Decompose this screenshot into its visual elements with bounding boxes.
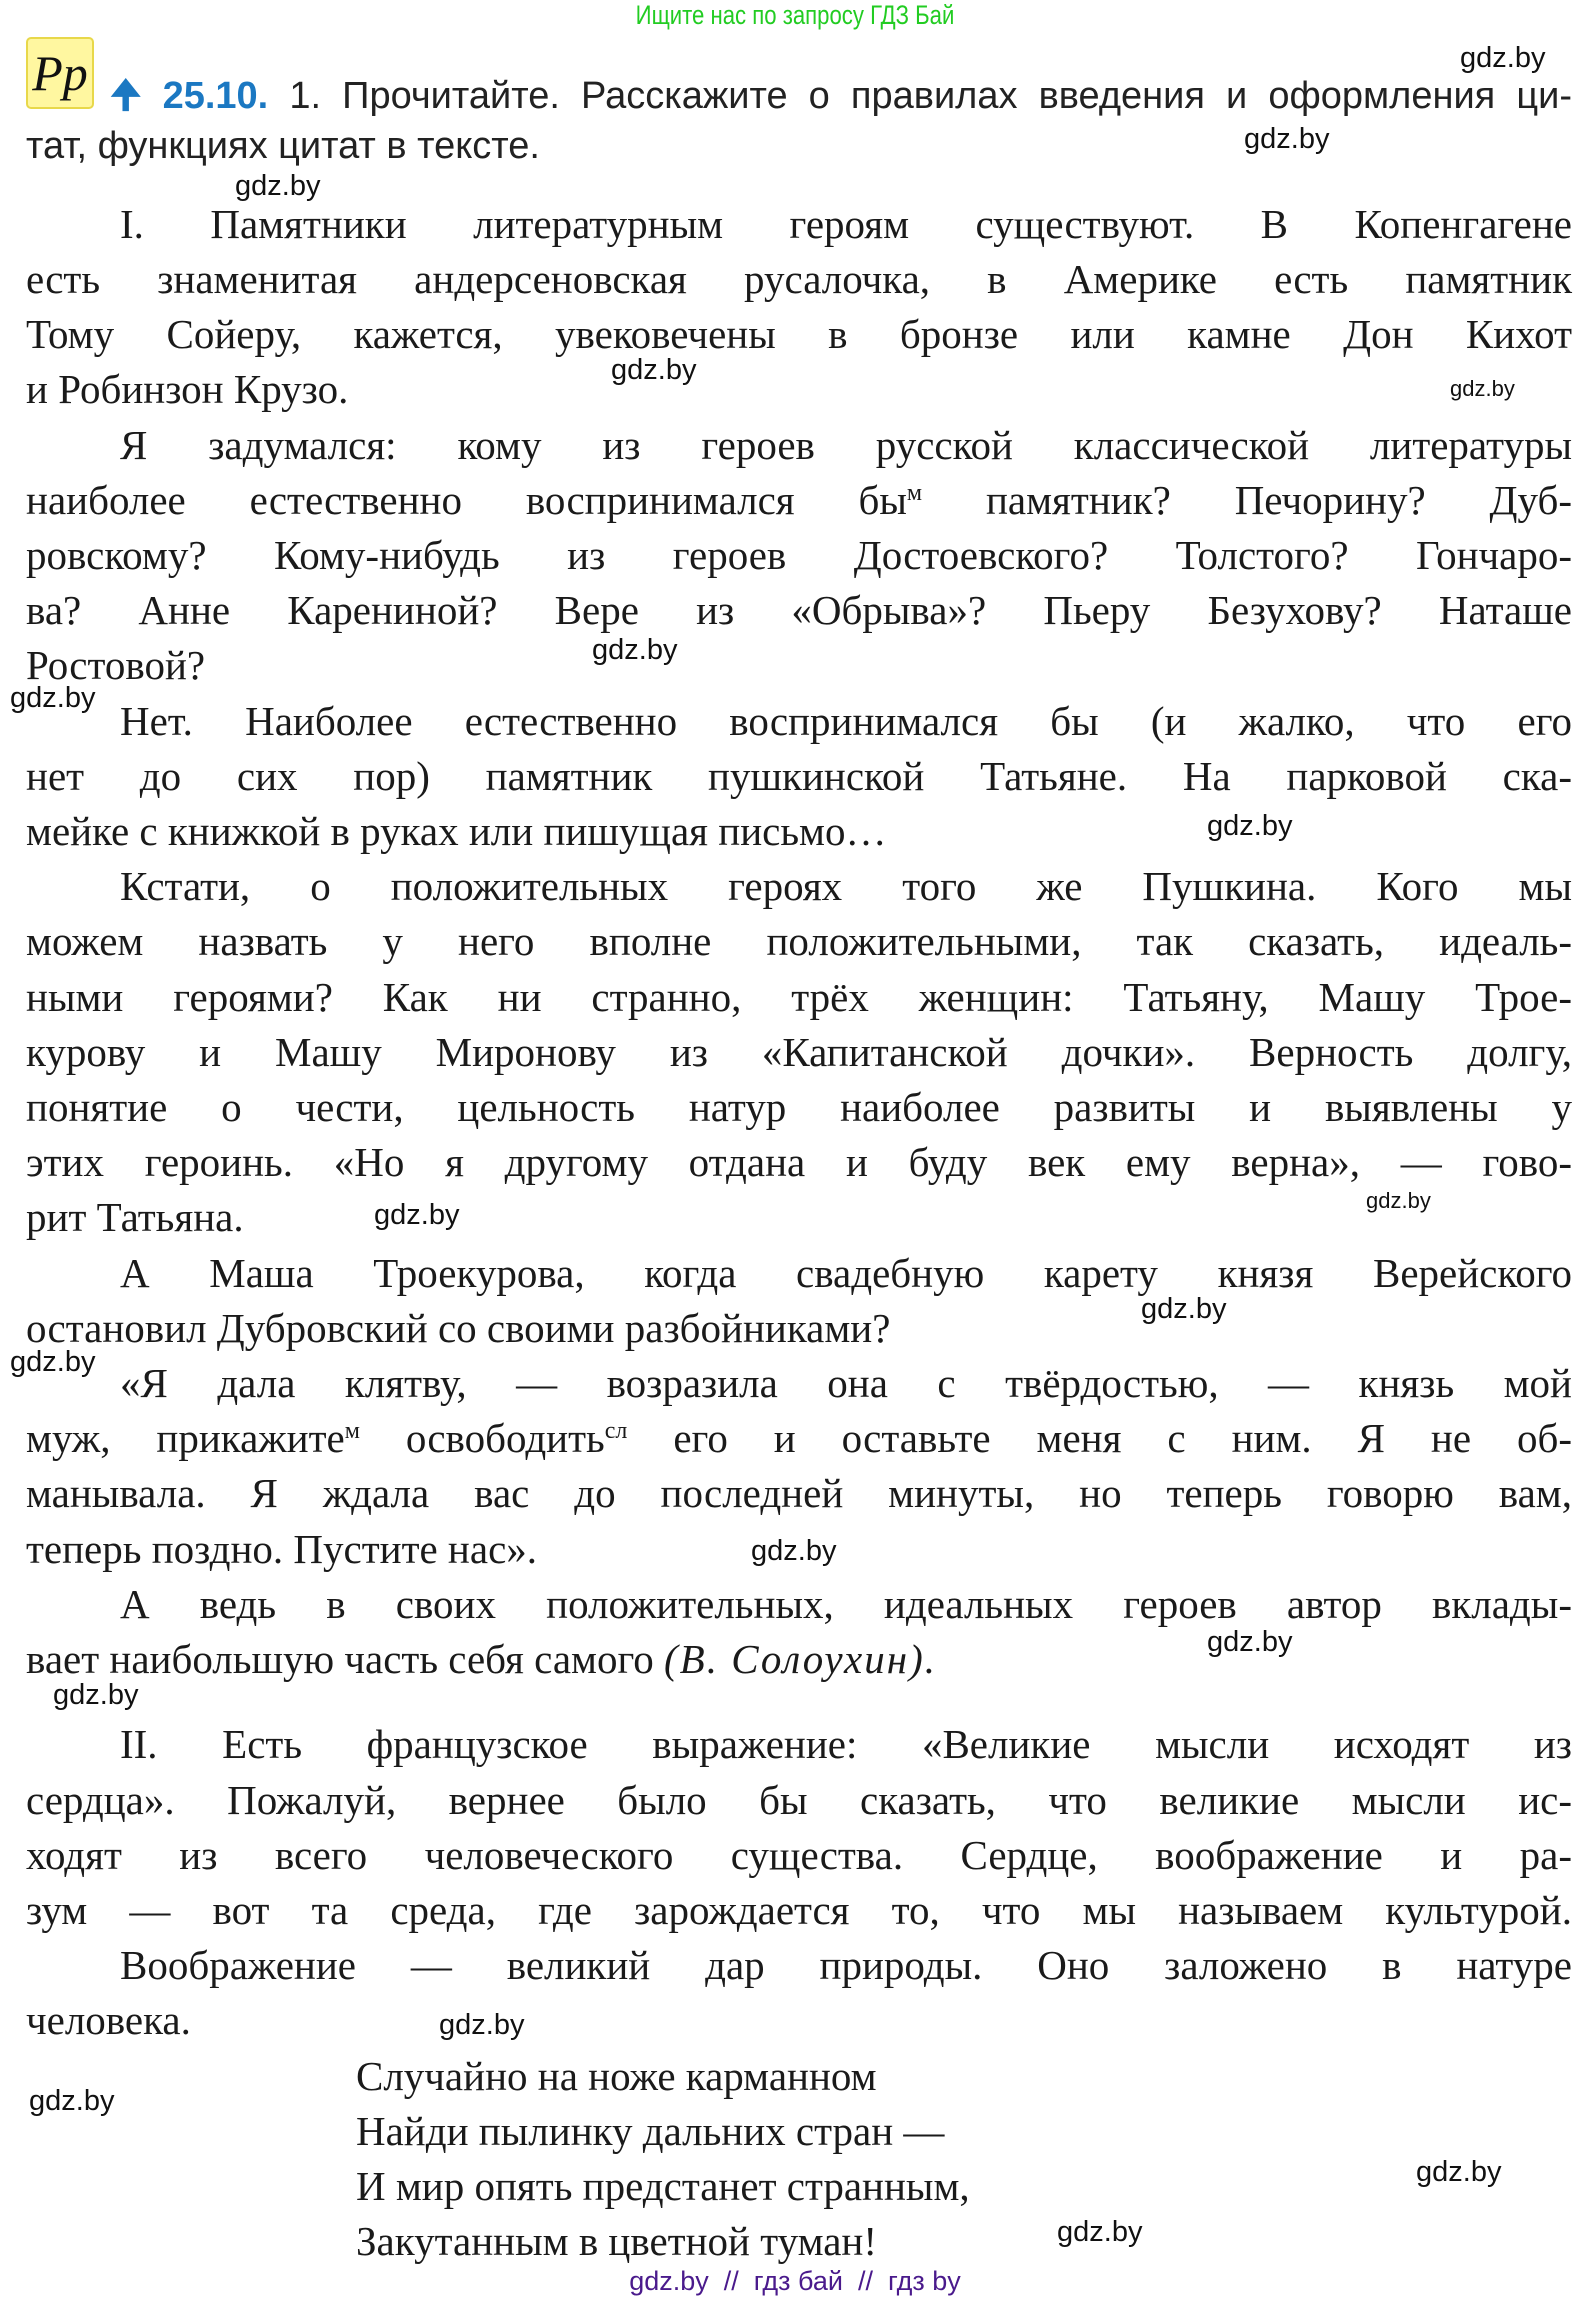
line-text: ровскому? Кому-нибудь из героев Достоевского? Толстого? Гончаро- [26, 531, 1572, 578]
line-text: ва? Анне Карениной? Вере из «Обрыва»? Пьеру Безухову? Наташе [26, 587, 1572, 634]
text-line [120, 1942, 1572, 1989]
exercise-task-line-1: 1. Прочитайте. Расскажите о правилах введения и оформления ци- [289, 75, 1572, 117]
text-line [26, 476, 1572, 523]
line-text: нет до сих пор) памятник пушкинской Татьяне. На парковой ска- [26, 752, 1572, 799]
up-arrow-icon: 🠉 [110, 75, 142, 117]
text-line [26, 1470, 1572, 1517]
line-text: рит Татьяна. [26, 1194, 244, 1241]
text-line [26, 752, 1572, 799]
line-text: мейке с книжкой в руках или пишущая письмо… [26, 807, 887, 854]
line-text: Тому Сойеру, кажется, увековечены в бронзе или камне Дон Кихот [26, 311, 1572, 358]
watermark: gdz.by [1207, 810, 1293, 842]
line-text: Найди пылинку дальних стран — [356, 2107, 945, 2154]
line-text: «Я дала клятву, — возразила она с твёрдостью, — князь мой [120, 1359, 1572, 1406]
line-text: Закутанным в цветной туман! [356, 2218, 878, 2265]
watermark: gdz.by [374, 1199, 460, 1231]
text-line [120, 1580, 1572, 1627]
line-text: сердца». Пожалуй, вернее было бы сказать, что великие мысли ис- [26, 1776, 1572, 1823]
text-line [120, 1249, 1572, 1296]
line-text: вает наибольшую часть себя самого [26, 1635, 665, 1682]
footer-links: gdz.by // гдз бай // гдз by [629, 2266, 961, 2296]
line-text: Ростовой? [26, 642, 206, 689]
line-text: Я задумался: кому из героев русской классической литературы [120, 421, 1572, 468]
watermark: gdz.by [1416, 2156, 1502, 2188]
line-text: А Маша Троекурова, когда свадебную карету князя Верейского [120, 1249, 1572, 1296]
text-line [26, 1415, 1572, 1462]
line-text: остановил Дубровский со своими разбойниками? [26, 1304, 891, 1351]
text-line [120, 1359, 1572, 1406]
search-banner: Ищите нас по запросу ГДЗ Бай [635, 0, 955, 30]
line-text: Воображение — великий дар природы. Оно заложено в натуре [120, 1942, 1572, 1989]
line-text: манывала. Я ждала вас до последней минуты, но теперь говорю вам, [26, 1470, 1572, 1517]
line-text: человека. [26, 1997, 191, 2044]
line-text: муж, прикажите [26, 1415, 345, 1462]
poem-line [356, 2162, 970, 2209]
watermark: gdz.by [1450, 376, 1515, 401]
text-line [26, 255, 1572, 302]
text-line [26, 918, 1572, 965]
exercise-heading [110, 74, 1572, 118]
watermark: gdz.by [10, 1346, 96, 1378]
line-text: А ведь в своих положительных, идеальных героев автор вклады- [120, 1580, 1572, 1627]
line-text: II. Есть французское выражение: «Великие мысли исходят из [120, 1721, 1572, 1768]
watermark: gdz.by [1207, 1626, 1293, 1658]
watermark: gdz.by [235, 170, 321, 202]
superscript-mark: сл [604, 1418, 628, 1445]
line-text: курову и Машу Миронову из «Капитанской дочки». Верность долгу, [26, 1028, 1572, 1075]
text-line [26, 807, 887, 854]
line-text: есть знаменитая андерсеновская русалочка, в Америке есть памятник [26, 255, 1572, 302]
exercise-task-line-2: тат, функциях цитат в тексте. [26, 125, 540, 167]
watermark: gdz.by [1244, 123, 1330, 155]
line-text: Кстати, о положительных героях того же Пушкина. Кого мы [120, 863, 1572, 910]
line-text: памятник? Печорину? Дуб- [922, 476, 1572, 523]
line-text: можем назвать у него вполне положительными, так сказать, идеаль- [26, 918, 1572, 965]
text-line [26, 1997, 191, 2044]
line-text: его и оставьте меня с ним. Я не об- [627, 1415, 1572, 1462]
text-line [26, 1831, 1572, 1878]
superscript-mark: м [906, 479, 923, 506]
line-text: зум — вот та среда, где зарождается то, что мы называем культурой. [26, 1886, 1572, 1933]
superscript-mark: м [344, 1418, 360, 1445]
line-text: наиболее естественно воспринимался бы [26, 476, 907, 523]
text-line [26, 1776, 1572, 1823]
text-line [120, 863, 1572, 910]
text-line [26, 1886, 1572, 1933]
text-line [26, 1139, 1572, 1186]
line-text: I. Памятники литературным героям существуют. В Копенгагене [120, 200, 1572, 247]
watermark: gdz.by [29, 2085, 115, 2117]
exercise-number: 25.10. [162, 75, 269, 117]
line-text: и Робинзон Крузо. [26, 366, 349, 413]
watermark: gdz.by [10, 682, 96, 714]
watermark: gdz.by [751, 1535, 837, 1567]
line-text: этих героинь. «Но я другому отдана и буду век ему верна», — гово- [26, 1139, 1572, 1186]
rp-logo-icon: Pp [26, 37, 94, 109]
text-line [120, 1721, 1572, 1768]
watermark: gdz.by [1057, 2216, 1143, 2248]
line-text: ными героями? Как ни странно, трёх женщин: Татьяну, Машу Трое- [26, 973, 1572, 1020]
line-text: теперь поздно. Пустите нас». [26, 1525, 538, 1572]
text-line [26, 1635, 937, 1682]
watermark: gdz.by [53, 1679, 139, 1711]
line-text: Нет. Наиболее естественно воспринимался бы (и жалко, что его [120, 697, 1572, 744]
poem-line [356, 2052, 877, 2099]
watermark: gdz.by [1460, 42, 1546, 74]
text-line [120, 697, 1572, 744]
text-line [26, 1083, 1572, 1130]
line-text: (В. Солоухин). [664, 1635, 937, 1682]
text-line [26, 531, 1572, 578]
line-text: И мир опять предстанет странным, [356, 2162, 970, 2209]
text-line [26, 642, 206, 689]
line-text: понятие о чести, цельность натур наиболее развиты и выявлены у [26, 1083, 1572, 1130]
text-line [26, 1028, 1572, 1075]
line-text: Случайно на ноже карманном [356, 2052, 877, 2099]
watermark: gdz.by [611, 354, 697, 386]
text-line [26, 1304, 891, 1351]
watermark: gdz.by [1366, 1188, 1431, 1213]
poem-line [356, 2218, 878, 2265]
watermark: gdz.by [1141, 1293, 1227, 1325]
watermark: gdz.by [439, 2009, 525, 2041]
text-line [26, 311, 1572, 358]
line-text: освободить [359, 1415, 605, 1462]
text-line [120, 200, 1572, 247]
watermark: gdz.by [592, 634, 678, 666]
line-text: ходят из всего человеческого существа. Сердце, воображение и ра- [26, 1831, 1572, 1878]
text-line [26, 973, 1572, 1020]
text-line [120, 421, 1572, 468]
text-line [26, 366, 349, 413]
text-line [26, 1525, 538, 1572]
text-line [26, 1194, 244, 1241]
text-line [26, 587, 1572, 634]
poem-line [356, 2107, 945, 2154]
